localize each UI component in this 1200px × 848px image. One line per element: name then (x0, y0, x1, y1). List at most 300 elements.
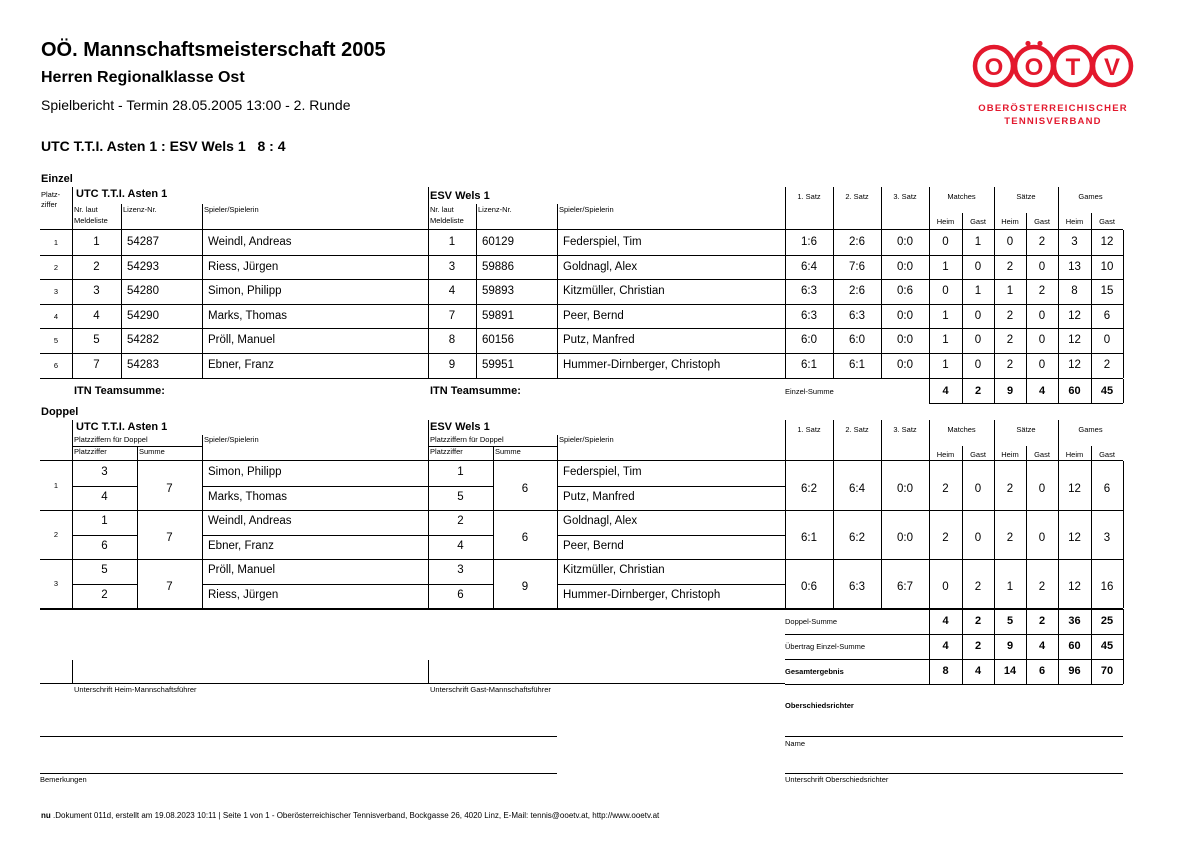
cell-s2: 6:3 (849, 309, 865, 322)
platzziffern-header: Platzziffern für Doppel (74, 435, 148, 444)
grid-vline (121, 230, 122, 378)
cell-mg: 0 (974, 309, 982, 322)
heim-header: Heim (936, 450, 955, 459)
sum-gg: 70 (1100, 665, 1114, 677)
away-team-name: ESV Wels 1 (430, 421, 490, 433)
cell-s3: 6:7 (897, 580, 913, 593)
away-nr: 7 (448, 309, 456, 322)
logo-line1: OBERÖSTERREICHISCHER (978, 103, 1128, 114)
grid-vline (881, 461, 882, 608)
cell-sh: 2 (1006, 334, 1014, 347)
cell-s1: 6:1 (801, 531, 817, 544)
home-pz2: 6 (101, 539, 108, 552)
sum-mh: 4 (942, 615, 949, 627)
home-player: Simon, Philipp (208, 285, 282, 298)
cell-s2: 7:6 (849, 260, 865, 273)
heim-header: Heim (1001, 450, 1019, 459)
row-platzziffer: 6 (53, 361, 59, 370)
sum-sh: 5 (1006, 615, 1014, 627)
spieler-header: Spieler/Spielerin (559, 435, 614, 444)
sum-mg: 2 (974, 615, 982, 627)
home-license: 54293 (127, 260, 159, 273)
gast-header: Gast (1099, 217, 1115, 226)
away-player1: Federspiel, Tim (563, 466, 642, 478)
home-player2: Marks, Thomas (208, 490, 288, 503)
away-pz2: 5 (457, 490, 464, 503)
subrow-rule (202, 486, 493, 487)
home-nr: 2 (93, 260, 100, 273)
lizenz-header: Lizenz-Nr. (123, 205, 157, 214)
svg-text:O: O (1024, 54, 1044, 81)
satz1-header: 1. Satz (797, 425, 821, 434)
cell-s1: 6:3 (801, 285, 817, 298)
sum-gh: 60 (1068, 384, 1081, 397)
grid-vline (428, 187, 429, 229)
grid-vline (493, 461, 494, 608)
home-player2: Ebner, Franz (208, 539, 274, 552)
spieler-header: Spieler/Spielerin (204, 435, 259, 444)
away-nr: 1 (448, 236, 456, 248)
grid-vline (1058, 230, 1059, 378)
cell-mg: 0 (974, 531, 982, 544)
home-nr: 3 (93, 285, 100, 298)
home-sum: 7 (166, 580, 173, 593)
sum-label: Übertrag Einzel-Summe (785, 642, 866, 651)
away-team-name: ESV Wels 1 (430, 190, 490, 202)
home-player: Pröll, Manuel (208, 334, 276, 347)
sum-sh: 9 (1006, 384, 1014, 397)
grid-vline (785, 461, 786, 608)
away-player1: Kitzmüller, Christian (563, 564, 665, 576)
home-pz2: 2 (101, 588, 108, 601)
sum-sg: 4 (1038, 640, 1046, 652)
subheader-rule (428, 446, 557, 447)
home-pz1: 1 (101, 515, 108, 527)
home-player: Marks, Thomas (208, 309, 288, 322)
subrow-rule (557, 486, 785, 487)
grid-vline (881, 230, 882, 378)
cell-mg: 0 (974, 482, 982, 495)
heim-header: Heim (936, 217, 955, 226)
away-nr: 8 (448, 334, 456, 347)
cell-s3: 0:0 (897, 236, 913, 248)
table-bottom-rule (40, 378, 1123, 380)
sum-mh: 4 (942, 384, 949, 397)
home-license: 54287 (127, 236, 159, 248)
away-nr: 3 (448, 260, 456, 273)
cell-gg: 6 (1103, 309, 1111, 322)
grid-vline (1123, 461, 1124, 608)
cell-s1: 6:2 (801, 482, 817, 495)
sum-mh: 4 (942, 640, 949, 652)
grid-vline (72, 461, 73, 608)
heim-header: Heim (1065, 217, 1084, 226)
subrow-rule (202, 584, 493, 585)
away-player: Federspiel, Tim (563, 236, 642, 248)
cell-gg: 15 (1100, 285, 1114, 298)
grid-vline (137, 446, 138, 460)
ooetv-logo-mark (972, 40, 1134, 90)
cell-gh: 8 (1071, 285, 1078, 298)
grid-vline (1091, 461, 1092, 608)
cell-sh: 2 (1006, 309, 1014, 322)
cell-sg: 0 (1038, 482, 1046, 495)
cell-sg: 0 (1038, 531, 1046, 544)
grid-vline (428, 461, 429, 608)
cell-gh: 13 (1068, 260, 1081, 273)
home-player1: Weindl, Andreas (208, 515, 292, 527)
home-nr: 7 (93, 359, 100, 371)
away-pz1: 1 (457, 466, 464, 478)
cell-mh: 1 (942, 309, 949, 322)
cell-gh: 12 (1068, 531, 1081, 544)
cell-s2: 6:4 (849, 482, 865, 495)
footer-prefix: nu (41, 811, 51, 820)
sum-sg: 4 (1038, 384, 1046, 397)
cell-mg: 1 (974, 285, 982, 298)
row-platzziffer: 3 (53, 287, 59, 297)
grid-vline (202, 461, 203, 608)
sum-rule (929, 403, 1123, 404)
sum-gh: 36 (1068, 615, 1081, 627)
grid-vline (994, 461, 995, 608)
home-itn-sum: ITN Teamsumme: (74, 384, 165, 397)
satz2-header: 2. Satz (845, 192, 869, 201)
heim-header: Heim (1065, 450, 1084, 459)
match-heading (41, 138, 286, 154)
cell-s1: 6:1 (801, 359, 817, 371)
logo-line2: TENNISVERBAND (1004, 116, 1102, 127)
row-platzziffer: 2 (53, 529, 59, 539)
row-platzziffer: 5 (53, 336, 59, 346)
grid-vline (1026, 230, 1027, 378)
home-player2: Riess, Jürgen (208, 588, 279, 601)
grid-vline (929, 461, 930, 608)
cell-mg: 2 (974, 580, 982, 593)
gast-header: Gast (970, 217, 986, 226)
home-player: Ebner, Franz (208, 359, 274, 371)
cell-mg: 1 (974, 236, 982, 248)
spieler-header: Spieler/Spielerin (204, 205, 259, 214)
away-license: 59951 (482, 359, 514, 371)
sum-sg: 2 (1038, 615, 1046, 627)
match-teams: UTC T.T.I. Asten 1 : ESV Wels 1 (41, 138, 246, 154)
cell-s3: 0:0 (897, 531, 913, 544)
cell-s1: 1:6 (801, 236, 817, 248)
home-pz2: 4 (101, 490, 108, 503)
grid-vline (1091, 230, 1092, 378)
subrow-rule (72, 584, 137, 585)
away-player2: Hummer-Dirnberger, Christoph (563, 588, 721, 601)
cell-s3: 0:0 (897, 359, 913, 371)
cell-gg: 2 (1103, 359, 1111, 371)
cell-mh: 2 (942, 482, 949, 495)
away-license: 59891 (482, 309, 514, 322)
cell-gh: 12 (1068, 309, 1081, 322)
away-nr: 4 (448, 285, 456, 298)
away-player: Hummer-Dirnberger, Christoph (563, 359, 721, 371)
sig-line (785, 736, 1123, 737)
cell-mg: 0 (974, 334, 982, 347)
grid-vline (929, 230, 930, 378)
cell-s1: 6:0 (801, 334, 817, 347)
meldeliste-header: Meldeliste (74, 216, 108, 225)
sig-line (40, 773, 557, 774)
cell-sg: 0 (1038, 334, 1046, 347)
sum-gg: 45 (1100, 640, 1114, 652)
cell-s2: 2:6 (849, 285, 865, 298)
saetze-header: Sätze (1016, 425, 1036, 434)
grid-vline (1123, 379, 1124, 403)
cell-sh: 2 (1006, 359, 1014, 371)
subrow-rule (202, 535, 493, 536)
row-platzziffer: 2 (53, 262, 59, 272)
away-player: Peer, Bernd (563, 309, 624, 322)
grid-vline (962, 230, 963, 378)
cell-sh: 2 (1006, 482, 1014, 495)
home-player1: Simon, Philipp (208, 466, 282, 478)
away-player: Putz, Manfred (563, 334, 635, 347)
cell-s1: 0:6 (801, 580, 817, 593)
grid-vline (202, 435, 203, 460)
home-player1: Pröll, Manuel (208, 564, 276, 576)
cell-sg: 0 (1038, 260, 1046, 273)
sum-gg: 45 (1100, 384, 1114, 397)
lizenz-header: Lizenz-Nr. (478, 205, 512, 214)
svg-text:O: O (984, 54, 1004, 81)
grid-vline (557, 461, 558, 608)
grid-vline (1123, 659, 1124, 684)
row-platzziffer: 1 (53, 238, 59, 247)
grid-vline (962, 461, 963, 608)
away-nr: 9 (448, 359, 456, 371)
cell-sg: 2 (1038, 236, 1046, 248)
away-license: 59886 (482, 260, 514, 273)
home-player: Weindl, Andreas (208, 236, 292, 248)
away-license: 60156 (482, 334, 514, 347)
summe-header: Summe (139, 447, 165, 456)
league-name: Herren Regionalklasse Ost (41, 69, 245, 86)
grid-vline (72, 187, 73, 229)
away-pz1: 2 (457, 515, 464, 527)
grid-vline (833, 230, 834, 378)
grid-vline (428, 230, 429, 378)
grid-vline (202, 230, 203, 378)
grid-vline (202, 204, 203, 229)
cell-mh: 1 (942, 359, 949, 371)
cell-s2: 6:3 (849, 580, 865, 593)
referee-heading: Oberschiedsrichter (785, 701, 854, 710)
spieler-header: Spieler/Spielerin (559, 205, 614, 214)
grid-vline (476, 204, 477, 229)
cell-mh: 2 (942, 531, 949, 544)
satz2-header: 2. Satz (845, 425, 869, 434)
cell-gg: 0 (1103, 334, 1111, 347)
away-license: 59893 (482, 285, 514, 298)
cell-sg: 2 (1038, 285, 1046, 298)
platzziffer-header: Platz- ziffer (41, 190, 61, 209)
cell-s3: 0:0 (897, 309, 913, 322)
saetze-header: Sätze (1016, 192, 1036, 201)
grid-vline (493, 446, 494, 460)
away-player2: Putz, Manfred (563, 490, 635, 503)
cell-sh: 1 (1006, 580, 1014, 593)
cell-sg: 0 (1038, 359, 1046, 371)
grid-vline (557, 230, 558, 378)
matches-header: Matches (947, 192, 976, 201)
subrow-rule (72, 535, 137, 536)
home-license: 54290 (127, 309, 159, 322)
grid-vline (72, 230, 73, 378)
row-platzziffer: 3 (53, 578, 59, 588)
cell-mh: 0 (942, 285, 949, 298)
cell-s2: 2:6 (849, 236, 865, 248)
satz1-header: 1. Satz (797, 192, 821, 201)
sum-label: Doppel-Summe (785, 617, 838, 626)
sum-mg: 2 (974, 384, 982, 397)
cell-sg: 2 (1038, 580, 1046, 593)
cell-mh: 0 (942, 236, 949, 248)
subheader-rule (72, 446, 202, 447)
away-signature-label: Unterschrift Gast-Mannschaftsführer (430, 685, 551, 694)
satz3-header: 3. Satz (893, 192, 917, 201)
cell-gh: 12 (1068, 580, 1081, 593)
away-pz2: 4 (457, 539, 464, 552)
grid-vline (833, 461, 834, 608)
cell-s3: 0:0 (897, 482, 913, 495)
nr-laut-header: Nr. laut (430, 205, 454, 214)
match-score: 8 : 4 (257, 138, 286, 154)
cell-gg: 10 (1100, 260, 1114, 273)
svg-text:V: V (1103, 54, 1121, 81)
cell-mg: 0 (974, 359, 982, 371)
grid-vline (1026, 461, 1027, 608)
home-sum: 7 (166, 531, 173, 544)
referee-name-label: Name (785, 739, 806, 748)
platzziffern-header: Platzziffern für Doppel (430, 435, 504, 444)
match-info: Spielbericht - Termin 28.05.2005 13:00 - 2. Runde (41, 97, 351, 113)
home-pz1: 3 (101, 466, 108, 478)
ooetv-logo (972, 40, 1134, 130)
cell-sh: 2 (1006, 531, 1014, 544)
nr-laut-header: Nr. laut (74, 205, 98, 214)
cell-sg: 0 (1038, 309, 1046, 322)
grid-vline (137, 461, 138, 608)
grid-vline (72, 420, 73, 460)
home-sum: 7 (166, 482, 173, 495)
svg-text:T: T (1065, 54, 1081, 81)
cell-gg: 12 (1100, 236, 1114, 248)
sum-mg: 2 (974, 640, 982, 652)
grid-vline (994, 230, 995, 378)
matches-header: Matches (947, 425, 976, 434)
platzziffer-header: Platzziffer (74, 447, 107, 456)
cell-s2: 6:2 (849, 531, 865, 544)
subrow-rule (72, 486, 137, 487)
platzziffer-header: Platzziffer (430, 447, 463, 456)
grid-vline (557, 435, 558, 460)
sum-sg: 6 (1038, 665, 1046, 677)
away-player: Goldnagl, Alex (563, 260, 638, 273)
away-player1: Goldnagl, Alex (563, 515, 638, 527)
home-team-name: UTC T.T.I. Asten 1 (76, 188, 168, 200)
sum-sh: 9 (1006, 640, 1014, 652)
satz3-header: 3. Satz (893, 425, 917, 434)
sum-mh: 8 (942, 665, 949, 677)
meldeliste-header: Meldeliste (430, 216, 464, 225)
cell-s1: 6:3 (801, 309, 817, 322)
cell-s2: 6:0 (849, 334, 865, 347)
home-signature-label: Unterschrift Heim-Mannschaftsführer (74, 685, 197, 694)
gast-header: Gast (970, 450, 986, 459)
cell-sh: 0 (1006, 236, 1014, 248)
grid-vline (121, 204, 122, 229)
away-pz2: 6 (457, 588, 464, 601)
sig-box-line (428, 660, 429, 684)
footer (41, 811, 659, 820)
home-nr: 1 (93, 236, 100, 248)
away-player2: Peer, Bernd (563, 539, 624, 552)
home-license: 54280 (127, 285, 159, 298)
grid-vline (428, 420, 429, 460)
cell-s3: 0:0 (897, 260, 913, 273)
home-nr: 4 (93, 309, 100, 322)
away-sum: 9 (521, 580, 529, 593)
einzel-section-label: Einzel (41, 173, 73, 185)
sum-sh: 14 (1003, 665, 1017, 677)
games-header: Games (1078, 425, 1103, 434)
cell-mg: 0 (974, 260, 982, 273)
grid-vline (1123, 634, 1124, 659)
cell-gh: 12 (1068, 334, 1081, 347)
away-pz1: 3 (457, 564, 464, 576)
sum-gh: 60 (1068, 640, 1081, 652)
sum-label: Gesamtergebnis (785, 667, 844, 676)
grid-vline (1058, 461, 1059, 608)
remarks-label: Bemerkungen (40, 775, 87, 784)
grid-vline (1123, 230, 1124, 378)
cell-gg: 16 (1100, 580, 1114, 593)
gast-header: Gast (1034, 217, 1050, 226)
sig-line (785, 773, 1123, 774)
cell-mh: 1 (942, 260, 949, 273)
cell-sh: 2 (1006, 260, 1014, 273)
away-sum: 6 (521, 482, 529, 495)
gast-header: Gast (1099, 450, 1115, 459)
home-license: 54282 (127, 334, 159, 347)
away-player: Kitzmüller, Christian (563, 285, 665, 298)
cell-mh: 1 (942, 334, 949, 347)
row-platzziffer: 1 (53, 480, 59, 490)
footer-text: .Dokument 011d, erstellt am 19.08.2023 10:11 | Seite 1 von 1 - Oberösterreichischer Tennisverband, Bockgasse 26, 4020 Linz, E-Mail: tennis@ooetv.at, http://www.ooetv.at (50, 811, 660, 820)
sum-rule (785, 634, 1123, 635)
row-platzziffer: 4 (53, 311, 59, 321)
away-sum: 6 (521, 531, 529, 544)
page-title: OÖ. Mannschaftsmeisterschaft 2005 (41, 39, 386, 61)
grid-vline (557, 204, 558, 229)
cell-gh: 12 (1068, 359, 1081, 371)
sum-gg: 25 (1100, 615, 1114, 627)
sig-line (40, 736, 557, 737)
sum-rule (785, 684, 1123, 685)
subrow-rule (557, 535, 785, 536)
cell-gg: 3 (1103, 531, 1111, 544)
sum-gh: 96 (1068, 665, 1081, 677)
sig-box-line (72, 660, 73, 684)
heim-header: Heim (1001, 217, 1019, 226)
table-bottom-rule (40, 608, 1123, 610)
sum-mg: 4 (974, 665, 982, 677)
